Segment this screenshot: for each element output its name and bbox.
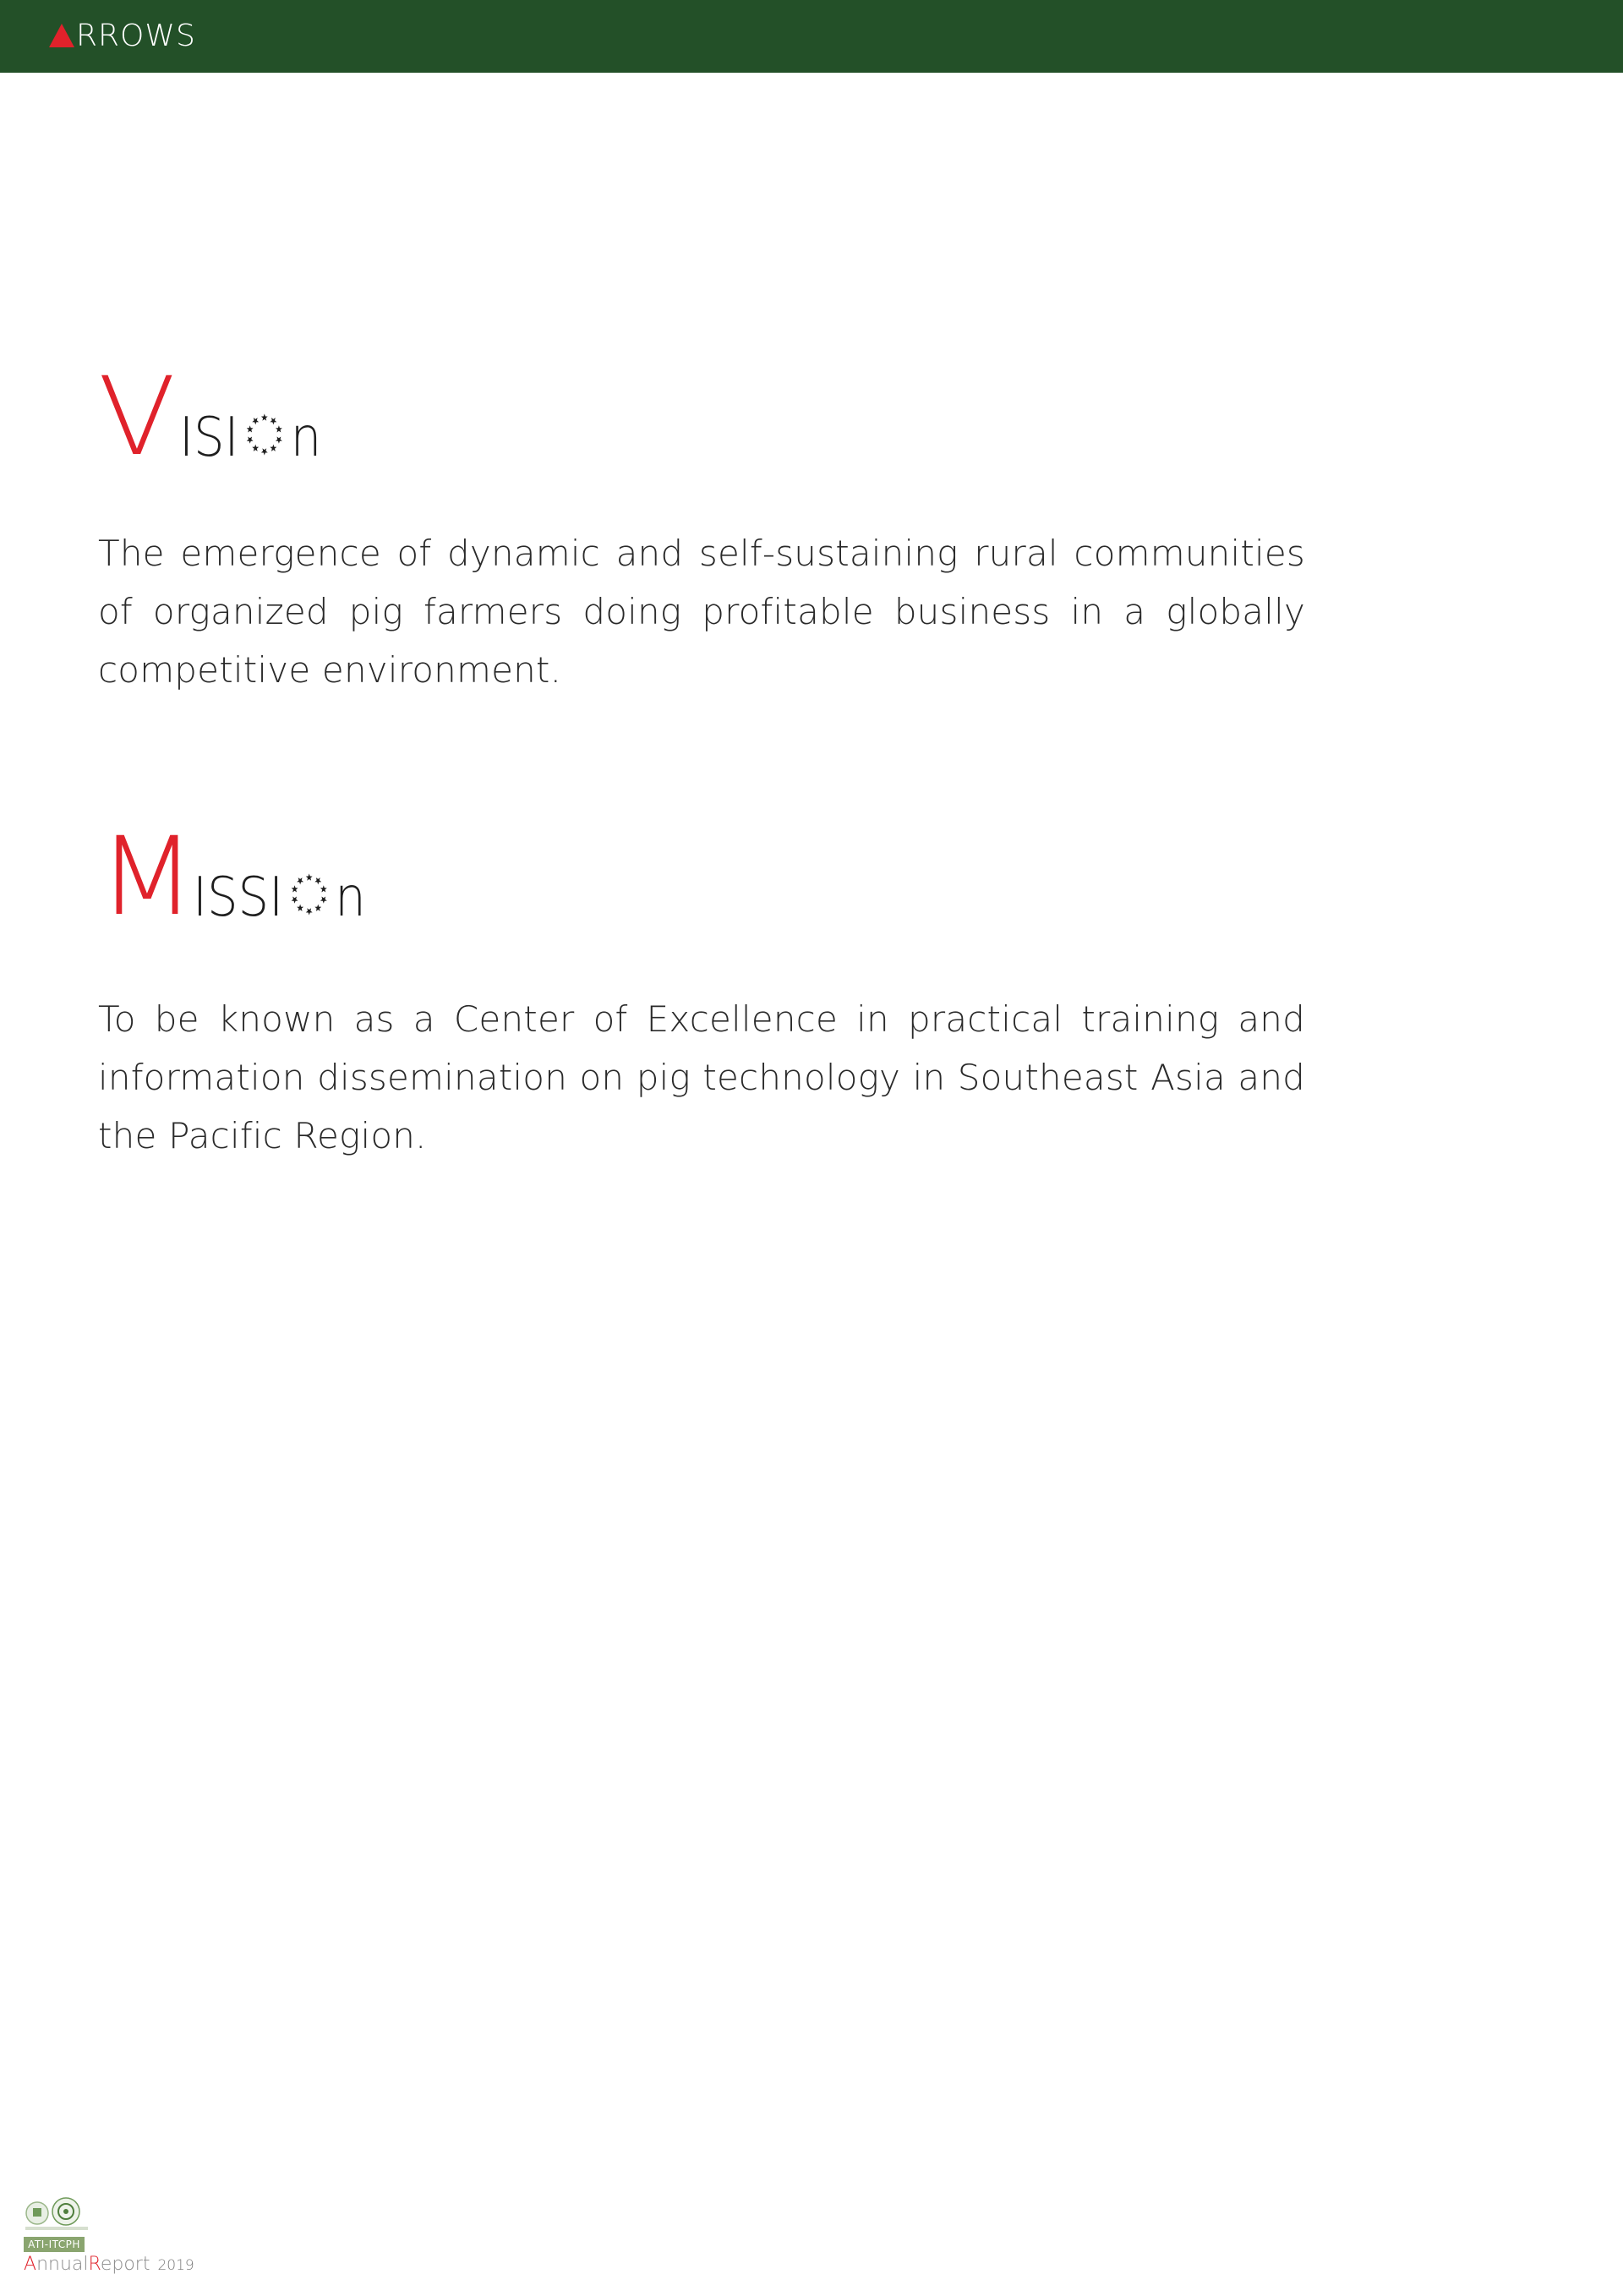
brand-text: [76, 21, 196, 52]
vision-heading: [98, 354, 337, 481]
mission-statement: To be known as a Center of Excellence in practical training and information dissemination on pig technology in Southeast Asia and the Pacific Region.: [98, 998, 1305, 1156]
mission-heading-initial: M: [98, 814, 196, 941]
star-icon: [320, 896, 327, 903]
footer-report-initial2: R: [88, 2254, 101, 2275]
agency-seals-icon: [24, 2196, 91, 2233]
star-icon: [252, 418, 259, 424]
vision-heading-rest: [178, 407, 321, 470]
star-icon: [298, 877, 304, 884]
footer-report-word2: eport: [100, 2254, 150, 2275]
brand-rest: RROWS: [76, 19, 196, 53]
star-icon: [252, 445, 259, 451]
footer-logo: [24, 2196, 227, 2277]
mission-heading: [98, 814, 385, 941]
star-icon: [270, 418, 276, 424]
star-icon: [261, 448, 268, 455]
mission-heading-part1: ISSI: [193, 866, 284, 930]
star-icon: [270, 445, 276, 451]
mission-heading-part2: n: [335, 866, 367, 930]
star-icon: [298, 905, 304, 911]
footer-org-label: ATI-ITCPH: [24, 2237, 85, 2252]
footer-report-initial: A: [24, 2254, 37, 2275]
star-icon: [292, 896, 298, 903]
footer-report-word1: nnual: [36, 2254, 89, 2275]
vision-heading-part2: n: [290, 407, 321, 470]
footer-report-year: 2019: [157, 2257, 194, 2274]
mission-heading-rest: [193, 866, 367, 930]
star-icon: [320, 885, 327, 892]
vision-statement: The emergence of dynamic and self-sustaining rural communities of organized pig farmers doing profitable business in a globally competitive environment.: [98, 533, 1305, 691]
vision-heading-initial: V: [98, 354, 176, 481]
star-circle-icon: [243, 411, 286, 458]
star-icon: [306, 908, 313, 915]
footer-report-title: [24, 2254, 194, 2277]
star-icon: [276, 436, 282, 443]
vision-heading-part1: ISI: [178, 407, 239, 470]
star-icon: [292, 885, 298, 892]
star-icon: [315, 877, 322, 884]
star-icon: [247, 425, 254, 432]
star-icon: [315, 905, 322, 911]
brand-triangle-icon: [49, 24, 74, 47]
header-bar: [0, 0, 1623, 73]
star-icon: [261, 413, 268, 420]
star-icon: [276, 425, 282, 432]
star-icon: [306, 873, 313, 880]
brand-logo: [49, 15, 196, 57]
star-circle-icon: [288, 871, 331, 918]
star-icon: [247, 436, 254, 443]
